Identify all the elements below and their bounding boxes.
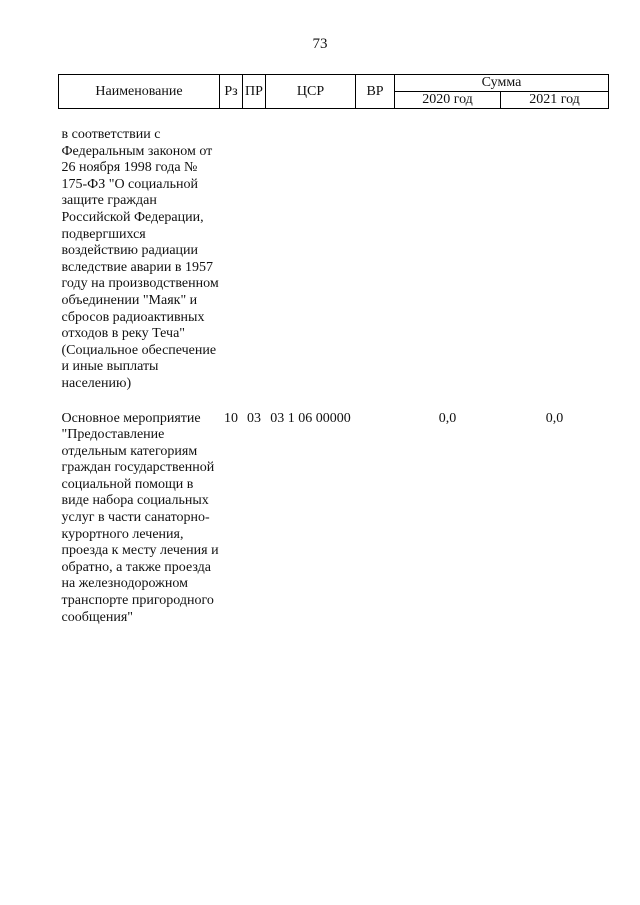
header-sum: Сумма xyxy=(395,75,609,92)
page-number: 73 xyxy=(312,36,328,52)
header-pr: ПР xyxy=(243,75,266,109)
row-vr xyxy=(356,127,395,393)
row-csr xyxy=(266,127,356,393)
header-rz: Рз xyxy=(220,75,243,109)
row-vr xyxy=(356,411,395,627)
row-sum-2021 xyxy=(501,127,609,393)
row-rz: 10 xyxy=(224,410,238,426)
budget-table xyxy=(58,74,609,626)
header-name: Наименование xyxy=(59,75,220,109)
row-pr xyxy=(243,127,266,393)
row-name: Основное мероприятие "Предоставление отдельным категориям граждан государственной социальной помощи в виде набора социальных услуг в части санаторно-курортного лечения, проезда к месту лечения и обратно, а также проезда на железнодорожном транспорте пригородного сообщения" xyxy=(61,410,219,625)
row-sum-2021: 0,0 xyxy=(545,410,564,426)
row-sum-2020 xyxy=(395,127,501,393)
header-year-2021: 2021 год xyxy=(501,92,609,109)
table-header xyxy=(59,75,609,109)
row-csr: 03 1 06 00000 xyxy=(270,410,351,426)
header-vr: ВР xyxy=(356,75,395,109)
header-year-2020: 2020 год xyxy=(395,92,501,109)
row-sum-2020: 0,0 xyxy=(438,410,457,426)
row-name: в соответствии с Федеральным законом от 26 ноября 1998 года № 175-ФЗ "О социальной защите граждан Российской Федерации, подвергшихся воздействию радиации вследствие аварии в 1957 году на производственном объединении "Маяк" и сбросов радиоактивных отходов в реку Теча" (Социальное обеспечение и иные выплаты населению) xyxy=(61,127,219,391)
table-row xyxy=(59,411,609,627)
header-csr: ЦСР xyxy=(266,75,356,109)
row-rz xyxy=(220,127,243,393)
table-row xyxy=(59,127,609,393)
row-pr: 03 xyxy=(247,410,261,426)
